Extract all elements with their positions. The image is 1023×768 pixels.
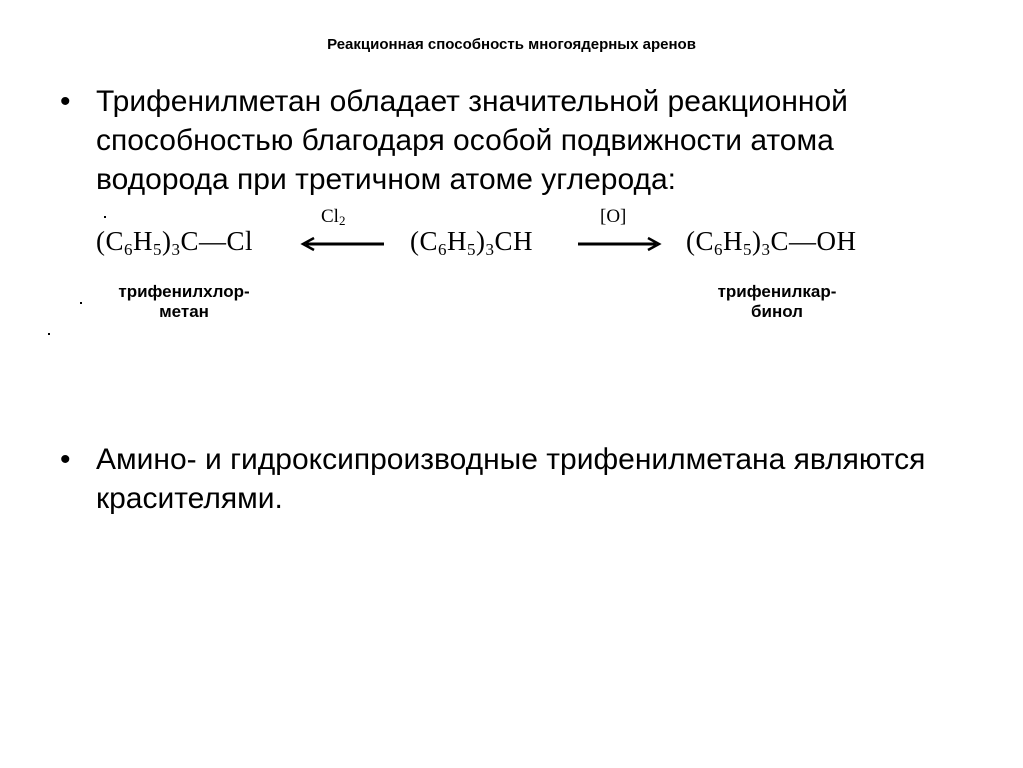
bullet-marker: • (60, 85, 71, 118)
reagent-oxygen: [O] (600, 206, 627, 227)
bullet-item-2 (60, 440, 960, 520)
arrow-left (298, 234, 388, 254)
bullet-marker: • (60, 443, 71, 476)
caption-right-line-2: бинол (751, 302, 803, 321)
scan-speck (80, 302, 82, 304)
formula-triphenylmethane: $(C_6H_5)_3CH$ (410, 226, 534, 259)
caption-triphenylchloromethane (94, 282, 274, 322)
bullet-text-2: Амино- и гидроксипроизводные трифенилметана являются красителями. (96, 443, 926, 515)
bullet-item-1 (60, 82, 960, 202)
caption-right-line-1: трифенилкар- (717, 282, 837, 301)
caption-left-line-2: метан (159, 302, 209, 321)
formula-triphenylchloromethane: $(C_6H_5)_3C—Cl$ (96, 226, 254, 259)
scan-speck (48, 333, 50, 335)
caption-left-line-1: трифенилхлор- (118, 282, 250, 301)
formula-triphenylcarbinol: $(C_6H_5)_3C—OH$ (686, 226, 857, 259)
reagent-chlorine: $Cl_2$ (321, 206, 346, 228)
bullet-text-1: Трифенилметан обладает значительной реакционной способностью благодаря особой подвижности атома водорода при третичном атоме углерода: (96, 85, 848, 196)
caption-triphenylcarbinol (692, 282, 862, 322)
slide-title: Реакционная способность многоядерных аренов (327, 36, 696, 53)
scan-speck (104, 216, 106, 218)
arrow-right (576, 234, 664, 254)
